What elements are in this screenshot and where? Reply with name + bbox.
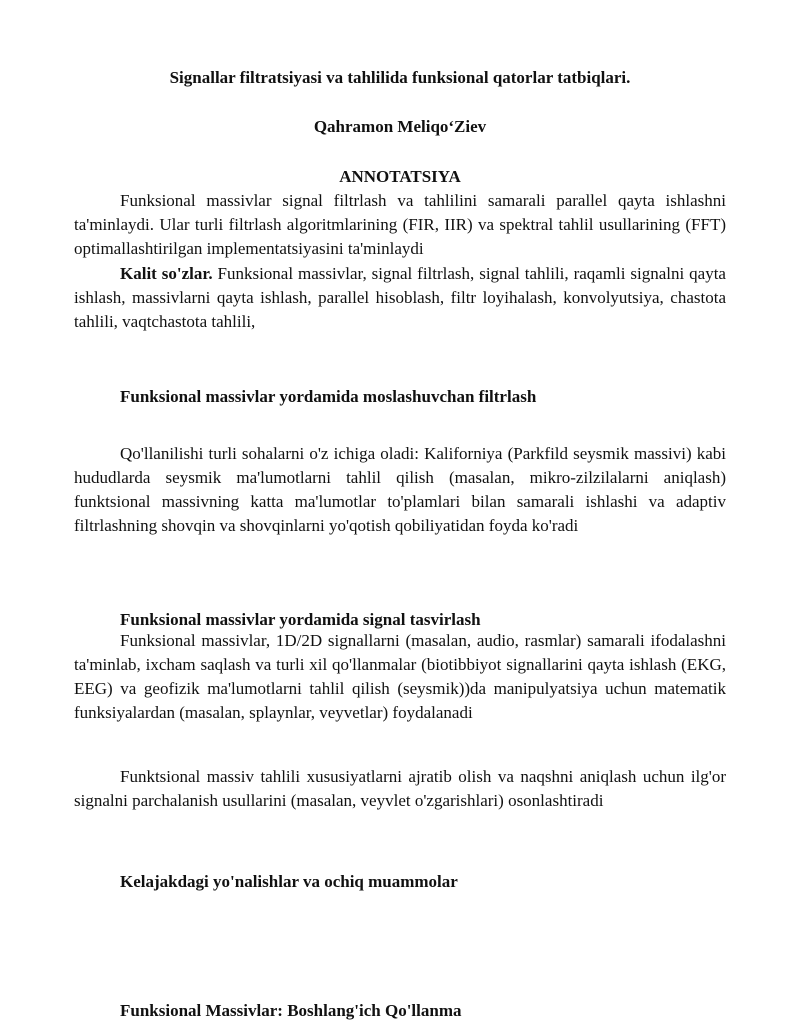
- abstract-paragraph: Funksional massivlar signal filtrlash va tahlilini samarali parallel qayta ishlashni ta'minlaydi. Ular turli filtrlash algoritmlarining (FIR, IIR) va spektral tahlil usullarining (FFT) optimallashtirilgan implementatsiyasini ta'minlaydi: [74, 191, 726, 258]
- document-title: Signallar filtratsiyasi va tahlilida funksional qatorlar tatbiqlari.: [169, 68, 631, 87]
- section-heading-future-directions: Kelajakdagi yo'nalishlar va ochiq muammolar: [120, 872, 458, 891]
- section2-paragraph-2: Funktsional massiv tahlili xususiyatlarni ajratib olish va naqshni aniqlash uchun ilg'or signalni parchalanish usullarini (masalan, veyvlet o'zgarishlari) osonlashtiradi: [74, 767, 726, 810]
- section1-paragraph: Qo'llanilishi turli sohalarni o'z ichiga oladi: Kaliforniya (Parkfild seysmik massivi) kabi hududlarda seysmik ma'lumotlarni tahlil qilish (masalan, mikro-zilzilalarni aniqlash) funktsional massivning katta ma'lumotlar to'plamlari bilan samarali ishlashi va adaptiv filtrlashning shovqin va shovqinlarni yo'qotish qobiliyatidan foyda ko'radi: [74, 444, 726, 535]
- author-name: Qahramon Meliqo‘Ziev: [313, 117, 487, 136]
- section2-paragraph-1: Funksional massivlar, 1D/2D signallarni (masalan, audio, rasmlar) samarali ifodalashni ta'minlab, ixcham saqlash va turli xil qo'llanmalar (biotibbiyot signallarini qayta ishlash (EKG, EEG) va geofizik ma'lumotlarni tahlil qilish (seysmik))da manipulyatsiya uchun matematik funksiyalardan (masalan, splaynlar, veyvetlar) foydalanadi: [74, 631, 726, 722]
- abstract-heading: ANNOTATSIYA: [339, 167, 461, 186]
- keywords-paragraph: [74, 262, 726, 334]
- section-heading-adaptive-filtering: Funksional massivlar yordamida moslashuvchan filtrlash: [120, 387, 537, 406]
- keywords-label: Kalit so'zlar.: [120, 264, 213, 283]
- section-heading-beginners-guide: Funksional Massivlar: Boshlang'ich Qo'llanma: [120, 1001, 462, 1020]
- section-heading-signal-representation: Funksional massivlar yordamida signal tasvirlash: [120, 610, 481, 629]
- keywords-text: Funksional massivlar, signal filtrlash, signal tahlili, raqamli signalni qayta ishlash, massivlarni qayta ishlash, parallel hisoblash, filtr loyihalash, konvolyutsiya, chastota tahlili, vaqtchastota tahlili,: [74, 264, 726, 331]
